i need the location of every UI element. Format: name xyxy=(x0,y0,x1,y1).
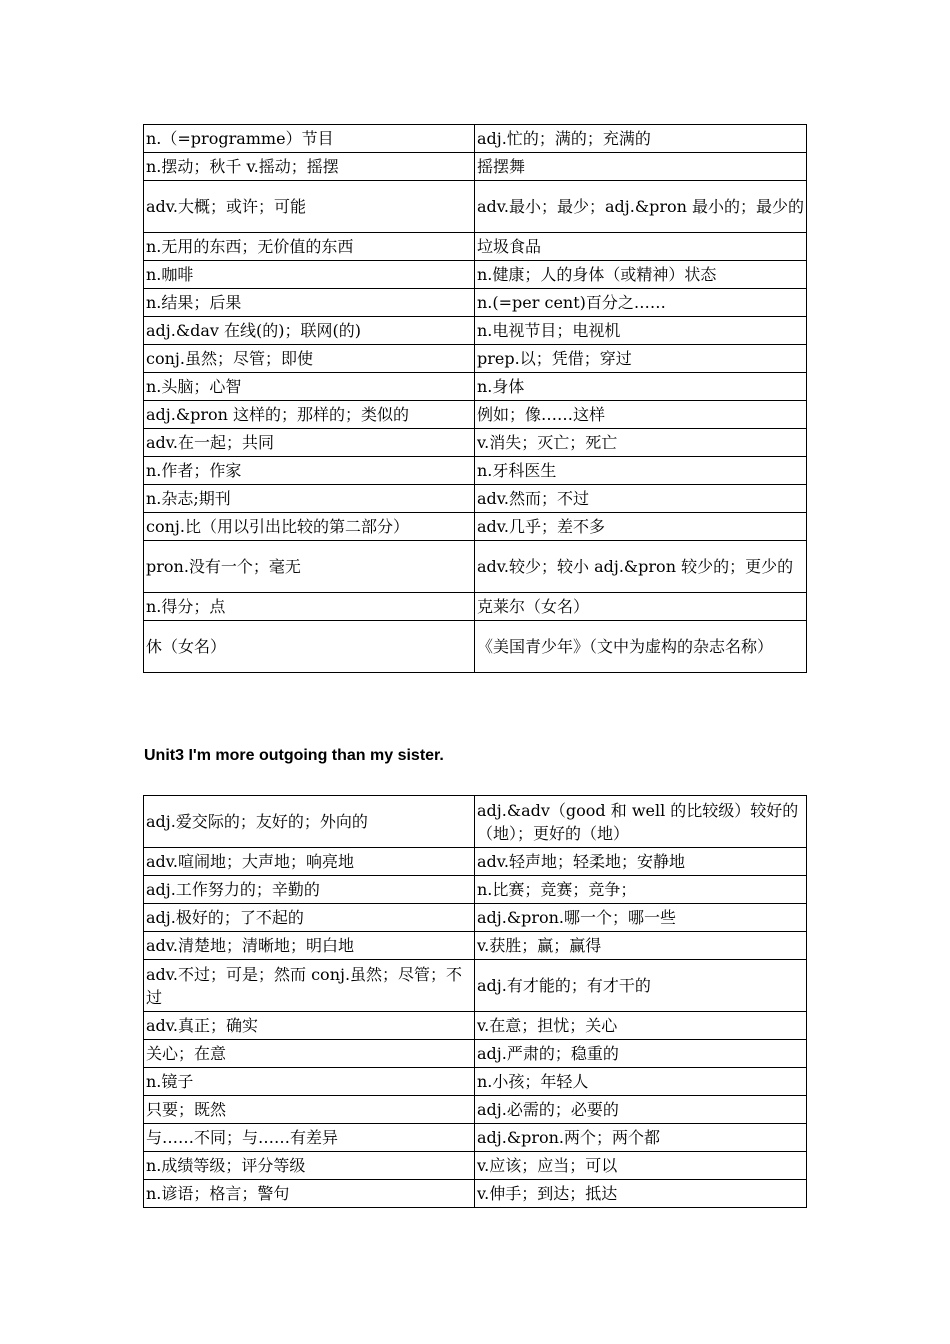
vocab-cell-left: adv.喧闹地；大声地；响亮地 xyxy=(144,848,475,876)
vocab-cell-left: n.镜子 xyxy=(144,1068,475,1096)
vocab-cell-right: n.牙科医生 xyxy=(475,457,807,485)
table-row xyxy=(144,876,807,904)
vocab-cell-right: prep.以；凭借；穿过 xyxy=(475,345,807,373)
table-row xyxy=(144,513,807,541)
vocab-cell-left: adj.工作努力的；辛勤的 xyxy=(144,876,475,904)
vocab-cell-left: n.无用的东西；无价值的东西 xyxy=(144,233,475,261)
table-row xyxy=(144,181,807,233)
vocab-cell-right: n.电视节目；电视机 xyxy=(475,317,807,345)
vocab-cell-left: conj.比（用以引出比较的第二部分） xyxy=(144,513,475,541)
table-row xyxy=(144,1012,807,1040)
vocab-cell-right: adj.&pron.哪一个；哪一些 xyxy=(475,904,807,932)
vocab-cell-left: 关心；在意 xyxy=(144,1040,475,1068)
vocab-cell-right: n.小孩；年轻人 xyxy=(475,1068,807,1096)
vocab-cell-right: v.获胜；赢；赢得 xyxy=(475,932,807,960)
vocab-table-2-body xyxy=(144,796,807,1208)
vocab-cell-right: adj.忙的；满的；充满的 xyxy=(475,125,807,153)
table-row xyxy=(144,1124,807,1152)
table-row xyxy=(144,373,807,401)
table-row xyxy=(144,621,807,673)
vocab-table-1-body xyxy=(144,125,807,673)
table-row xyxy=(144,1096,807,1124)
vocab-cell-right: 例如；像……这样 xyxy=(475,401,807,429)
table-row xyxy=(144,796,807,848)
vocab-table-1 xyxy=(143,124,807,673)
vocab-cell-right: v.应该；应当；可以 xyxy=(475,1152,807,1180)
vocab-cell-right: 《美国青少年》（文中为虚构的杂志名称） xyxy=(475,621,807,673)
table-row xyxy=(144,1180,807,1208)
vocab-cell-left: 与……不同；与……有差异 xyxy=(144,1124,475,1152)
vocab-cell-right: adj.&pron.两个；两个都 xyxy=(475,1124,807,1152)
table-row xyxy=(144,960,807,1012)
vocab-cell-left: 休（女名） xyxy=(144,621,475,673)
vocab-cell-left: n.（=programme）节目 xyxy=(144,125,475,153)
vocab-cell-right: adv.几乎；差不多 xyxy=(475,513,807,541)
vocab-cell-left: conj.虽然；尽管；即使 xyxy=(144,345,475,373)
table-row xyxy=(144,429,807,457)
vocab-cell-left: adj.&pron 这样的；那样的；类似的 xyxy=(144,401,475,429)
vocab-cell-right: adv.最小；最少；adj.&pron 最小的；最少的 xyxy=(475,181,807,233)
vocab-cell-right: 克莱尔（女名） xyxy=(475,593,807,621)
vocab-cell-left: n.头脑；心智 xyxy=(144,373,475,401)
vocab-cell-right: adv.较少；较小 adj.&pron 较少的；更少的 xyxy=(475,541,807,593)
table-row xyxy=(144,261,807,289)
vocab-cell-left: adj.爱交际的；友好的；外向的 xyxy=(144,796,475,848)
vocab-cell-right: adj.严肃的；稳重的 xyxy=(475,1040,807,1068)
vocab-cell-right: n.比赛；竞赛；竞争； xyxy=(475,876,807,904)
table-row xyxy=(144,485,807,513)
table-row xyxy=(144,848,807,876)
vocab-cell-left: n.杂志;期刊 xyxy=(144,485,475,513)
vocab-cell-right: n.健康；人的身体（或精神）状态 xyxy=(475,261,807,289)
table-row xyxy=(144,541,807,593)
vocab-cell-left: n.得分；点 xyxy=(144,593,475,621)
table-row xyxy=(144,233,807,261)
vocab-cell-left: n.咖啡 xyxy=(144,261,475,289)
table-row xyxy=(144,153,807,181)
vocab-cell-right: adj.必需的；必要的 xyxy=(475,1096,807,1124)
vocab-cell-left: n.摆动；秋千 v.摇动；摇摆 xyxy=(144,153,475,181)
vocab-cell-left: adj.极好的；了不起的 xyxy=(144,904,475,932)
vocab-cell-left: adj.&dav 在线(的)；联网(的) xyxy=(144,317,475,345)
table-row xyxy=(144,1152,807,1180)
table-row xyxy=(144,1040,807,1068)
table-row xyxy=(144,1068,807,1096)
vocab-cell-right: n.身体 xyxy=(475,373,807,401)
vocab-cell-left: adv.大概；或许；可能 xyxy=(144,181,475,233)
vocab-cell-left: adv.清楚地；清晰地；明白地 xyxy=(144,932,475,960)
table-row xyxy=(144,125,807,153)
table-row xyxy=(144,317,807,345)
table-row xyxy=(144,289,807,317)
vocab-table-2 xyxy=(143,795,807,1208)
vocab-cell-right: 垃圾食品 xyxy=(475,233,807,261)
vocab-cell-right: adj.有才能的；有才干的 xyxy=(475,960,807,1012)
vocab-cell-left: n.成绩等级；评分等级 xyxy=(144,1152,475,1180)
table-row xyxy=(144,401,807,429)
vocab-cell-right: v.在意；担忧；关心 xyxy=(475,1012,807,1040)
vocab-cell-right: adv.轻声地；轻柔地；安静地 xyxy=(475,848,807,876)
vocab-cell-right: adj.&adv（good 和 well 的比较级）较好的（地）；更好的（地） xyxy=(475,796,807,848)
table-row xyxy=(144,932,807,960)
vocab-cell-right: v.伸手；到达；抵达 xyxy=(475,1180,807,1208)
vocab-cell-left: n.结果；后果 xyxy=(144,289,475,317)
vocab-cell-right: adv.然而；不过 xyxy=(475,485,807,513)
vocab-cell-left: adv.真正；确实 xyxy=(144,1012,475,1040)
vocab-cell-right: v.消失；灭亡；死亡 xyxy=(475,429,807,457)
table-row xyxy=(144,593,807,621)
unit3-heading: Unit3 I'm more outgoing than my sister. xyxy=(144,747,444,764)
table-row xyxy=(144,904,807,932)
vocab-cell-right: n.(=per cent)百分之…… xyxy=(475,289,807,317)
table-row xyxy=(144,345,807,373)
table-row xyxy=(144,457,807,485)
vocab-cell-left: adv.在一起；共同 xyxy=(144,429,475,457)
vocab-cell-left: pron.没有一个；毫无 xyxy=(144,541,475,593)
vocab-cell-left: n.作者；作家 xyxy=(144,457,475,485)
vocab-cell-right: 摇摆舞 xyxy=(475,153,807,181)
vocab-cell-left: n.谚语；格言；警句 xyxy=(144,1180,475,1208)
vocab-cell-left: 只要；既然 xyxy=(144,1096,475,1124)
vocab-cell-left: adv.不过；可是；然而 conj.虽然；尽管；不过 xyxy=(144,960,475,1012)
